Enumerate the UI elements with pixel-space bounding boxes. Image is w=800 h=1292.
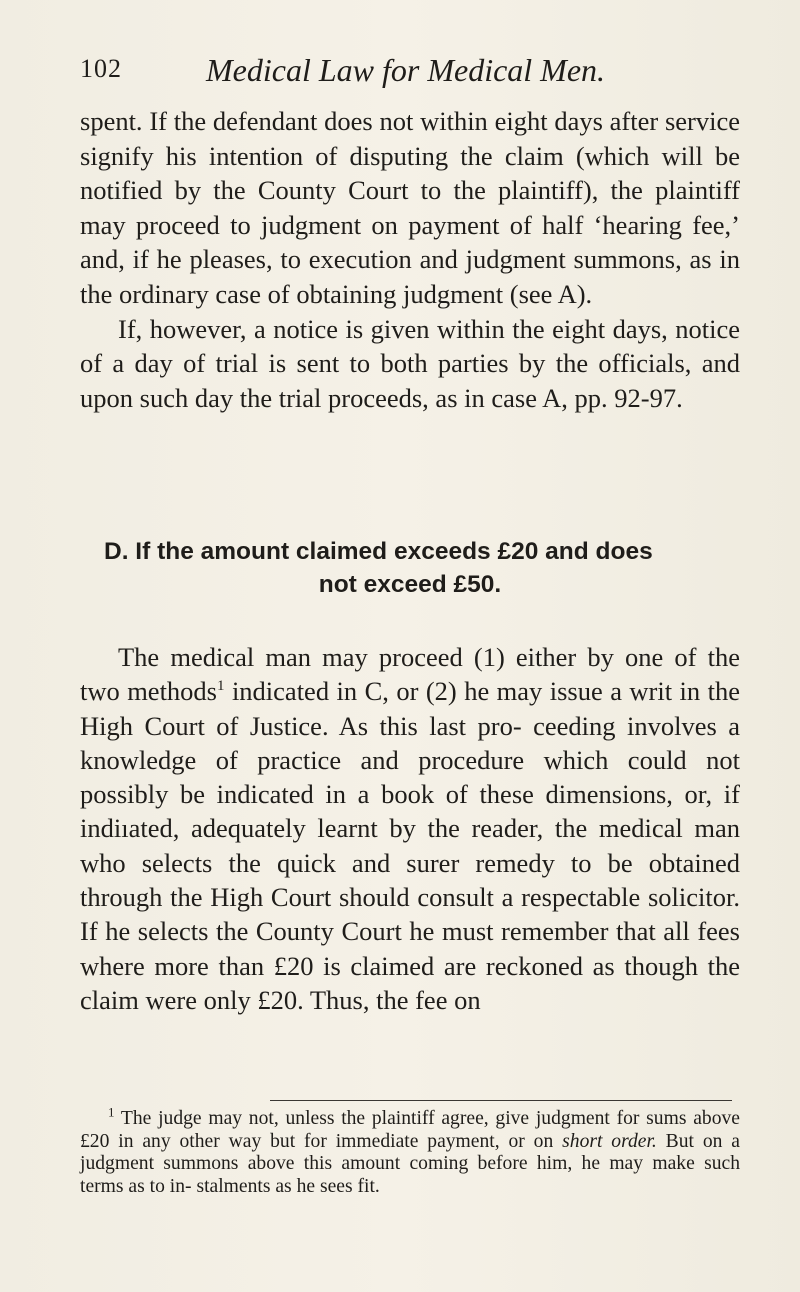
footnote: [80, 1104, 741, 1198]
footnote-number: 1: [108, 1104, 115, 1120]
footnote-italic-text: short order.: [562, 1130, 657, 1152]
footnote-divider: [270, 1100, 732, 1101]
footnote-reference-mark: 1: [217, 678, 225, 695]
page-number: 102: [80, 54, 122, 83]
running-head: [80, 54, 740, 94]
section-heading-line-2: not exceed £50.: [318, 571, 502, 598]
section-paragraph-rest: indicated in C, or (2) he may issue a writ in the High Court of Justice. As this last pro- ceeding involves a knowledge of practice and procedure which could not possibly be indicated in a book of these dimensions, or, if indiıated, adequately learnt by the reader, the medical man who selects the quick and surer remedy to be obtained through the High Court should consult a respectable solicitor. If he selects the County Court he must remember that all fees where more than £20 is claimed are reckoned as though the claim were only £20. Thus, the fee on: [80, 676, 740, 1015]
footnote-paragraph: [80, 1104, 741, 1198]
footnote-text-end: But on a judgment summons above this amount coming before him, he may make such terms as to in- stalments as he sees fit.: [80, 1130, 741, 1197]
paragraph-2: If, however, a notice is given within the eight days, notice of a day of trial is sent to both parties by the officials, and upon such day the trial proceeds, as in case A, pp. 92-97.: [80, 313, 740, 413]
section-text: [80, 640, 740, 1017]
section-paragraph: [80, 640, 740, 1017]
body-text: [80, 104, 740, 415]
running-title: Medical Law for Medical Men.: [206, 52, 606, 88]
footnote-text-start: The judge may not, unless the plaintiff agree, give judgment for sums above £20 in any other way but for immediate payment, or on: [80, 1108, 740, 1152]
section-paragraph-start: The medical man may proceed (1) either by one of the two methods: [80, 642, 740, 707]
section-heading: [80, 535, 740, 601]
section-heading-line-1: D. If the amount claimed exceeds £20 and does: [104, 538, 653, 565]
paragraph-1: spent. If the defendant does not within eight days after service signify his intention of disputing the claim (which will be notified by the County Court to the plaintiff), the plaintiff may proceed to judgment on payment of half ‘hearing fee,’ and, if he pleases, to execution and judgment summons, as in the ordinary case of obtaining judgment (see A).: [80, 106, 740, 309]
